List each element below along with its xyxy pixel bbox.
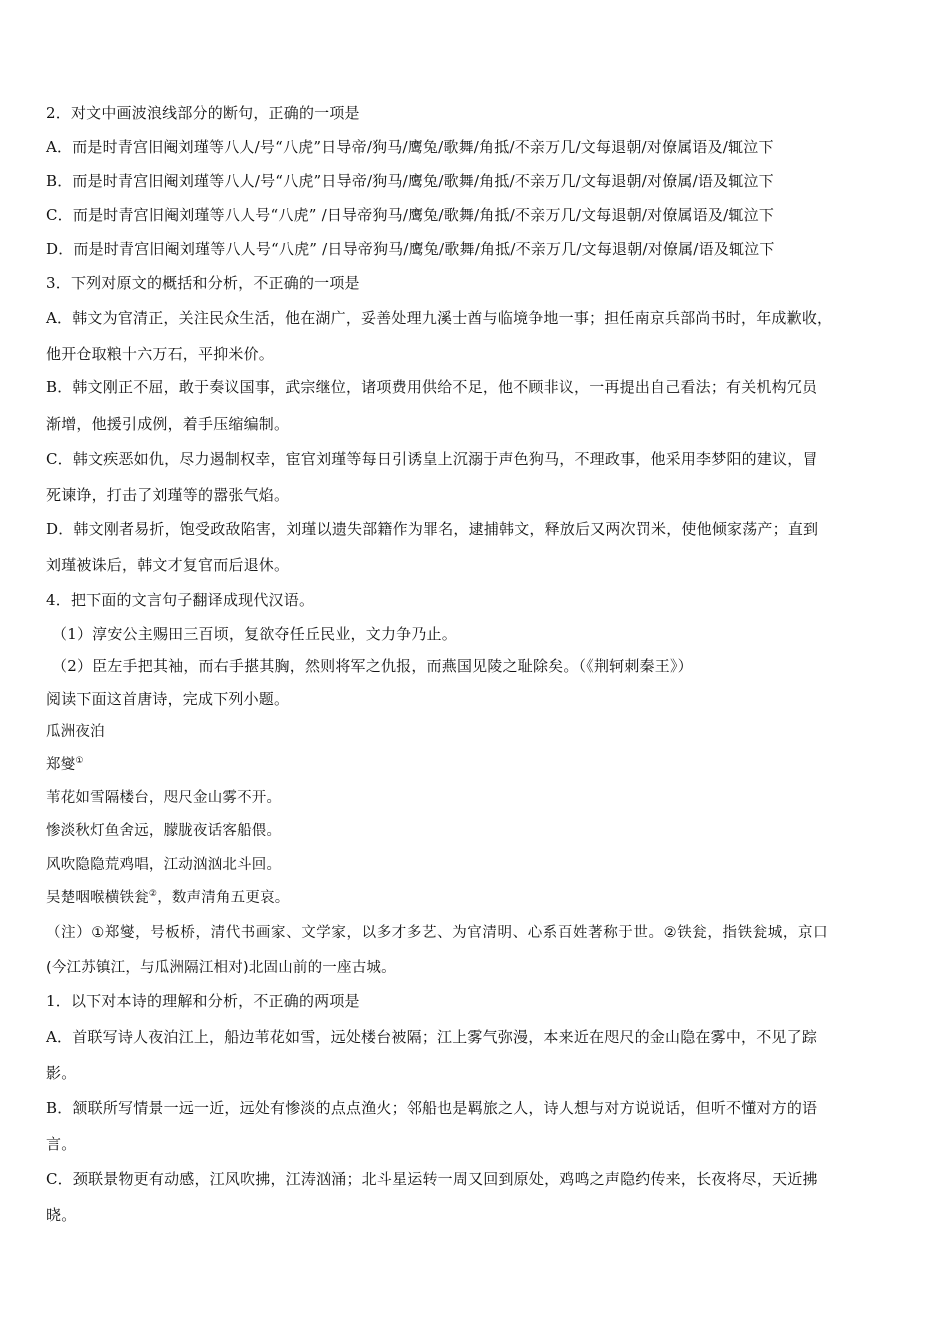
q3-stem: 3．下列对原文的概括和分析，不正确的一项是 — [46, 274, 360, 292]
pq1-option-c-line2: 晓。 — [46, 1206, 77, 1224]
pq1-option-a-line2: 影。 — [46, 1064, 77, 1082]
q3-option-b-line2: 渐增，他援引成例，着手压缩编制。 — [46, 415, 290, 433]
poem-line-2: 惨淡秋灯鱼舍远，朦胧夜话客船偎。 — [46, 823, 282, 839]
pq1-option-c-line1: C．颈联景物更有动感，江风吹拂，江涛汹涌；北斗星运转一周又回到原处，鸡鸣之声隐约传来，长夜将尽，天近拂 — [46, 1170, 818, 1188]
pq1-option-b-line1: B．颔联所写情景一远一近，远处有惨淡的点点渔火；邻船也是羁旅之人，诗人想与对方说说话，但听不懂对方的语 — [46, 1099, 818, 1117]
q3-option-a-line2: 他开仓取粮十六万石，平抑米价。 — [46, 345, 275, 363]
q2-option-a: A．而是时青宫旧阉刘瑾等八人/号“八虎”日导帝/狗马/鹰兔/歌舞/角抵/不亲万几/文每退朝/对僚属语及/辄泣下 — [46, 138, 774, 156]
footnote-marker-1: ① — [75, 756, 84, 767]
footnote-marker-2: ② — [148, 889, 158, 900]
q3-option-d-line2: 刘瑾被诛后，韩文才复官而后退休。 — [46, 556, 290, 574]
q4-sentence-2: （2）臣左手把其袖，而右手揕其胸，然则将军之仇报，而燕国见陵之耻除矣。（《荆轲刺秦王》） — [52, 657, 693, 675]
q3-option-c-line2: 死谏诤，打击了刘瑾等的嚣张气焰。 — [46, 486, 290, 504]
q2-option-c: C．而是时青宫旧阉刘瑾等八人号“八虎” /日导帝狗马/鹰兔/歌舞/角抵/不亲万几/文每退朝/对僚属语及/辄泣下 — [46, 206, 775, 224]
q4-sentence-1: （1）淳安公主赐田三百顷，复欲夺任丘民业，文力争乃止。 — [52, 625, 457, 643]
pq1-option-b-line2: 言。 — [46, 1135, 77, 1153]
q2-option-b: B．而是时青宫旧阉刘瑾等八人/号“八虎”日导帝/狗马/鹰兔/歌舞/角抵/不亲万几/文每退朝/对僚属/语及辄泣下 — [46, 172, 774, 190]
poem-line-4: 吴楚咽喉横铁瓮②，数声清角五更哀。 — [46, 889, 290, 906]
poem-intro: 阅读下面这首唐诗，完成下列小题。 — [46, 690, 290, 708]
q2-option-d: D．而是时青宫旧阉刘瑾等八人号“八虎” /日导帝狗马/鹰兔/歌舞/角抵/不亲万几/文每退朝/对僚属/语及辄泣下 — [46, 240, 775, 258]
q3-option-a-line1: A．韩文为官清正，关注民众生活，他在湖广，妥善处理九溪士酋与临境争地一事；担任南京兵部尚书时，年成歉收， — [46, 309, 833, 327]
q3-option-d-line1: D．韩文刚者易折，饱受政敌陷害，刘瑾以遗失部籍作为罪名，逮捕韩文，释放后又两次罚米，使他倾家荡产；直到 — [46, 520, 819, 538]
q4-stem: 4．把下面的文言句子翻译成现代汉语。 — [46, 591, 315, 609]
poem-note-line1: （注）①郑燮，号板桥，清代书画家、文学家，以多才多艺、为官清明、心系百姓著称于世。②铁瓮，指铁瓮城，京口 — [46, 925, 829, 941]
poem-line-1: 苇花如雪隔楼台，咫尺金山雾不开。 — [46, 790, 282, 806]
poem-line-3: 风吹隐隐荒鸡唱，江动汹汹北斗回。 — [46, 857, 282, 873]
pq1-stem: 1．以下对本诗的理解和分析，不正确的两项是 — [46, 992, 360, 1010]
q3-option-c-line1: C．韩文疾恶如仇，尽力遏制权幸，宦官刘瑾等每日引诱皇上沉溺于声色狗马，不理政事，他采用李梦阳的建议，冒 — [46, 450, 818, 468]
poem-author: 郑燮① — [46, 756, 84, 773]
q2-stem: 2．对文中画波浪线部分的断句，正确的一项是 — [46, 104, 360, 122]
q3-option-b-line1: B．韩文刚正不屈，敢于奏议国事，武宗继位，诸项费用供给不足，他不顾非议，一再提出自己看法；有关机构冗员 — [46, 378, 818, 396]
poem-title: 瓜洲夜泊 — [46, 724, 105, 740]
poem-note-line2: (今江苏镇江，与瓜洲隔江相对)北固山前的一座古城。 — [46, 960, 396, 976]
pq1-option-a-line1: A．首联写诗人夜泊江上，船边苇花如雪，远处楼台被隔；江上雾气弥漫，本来近在咫尺的金山隐在雾中，不见了踪 — [46, 1028, 818, 1046]
